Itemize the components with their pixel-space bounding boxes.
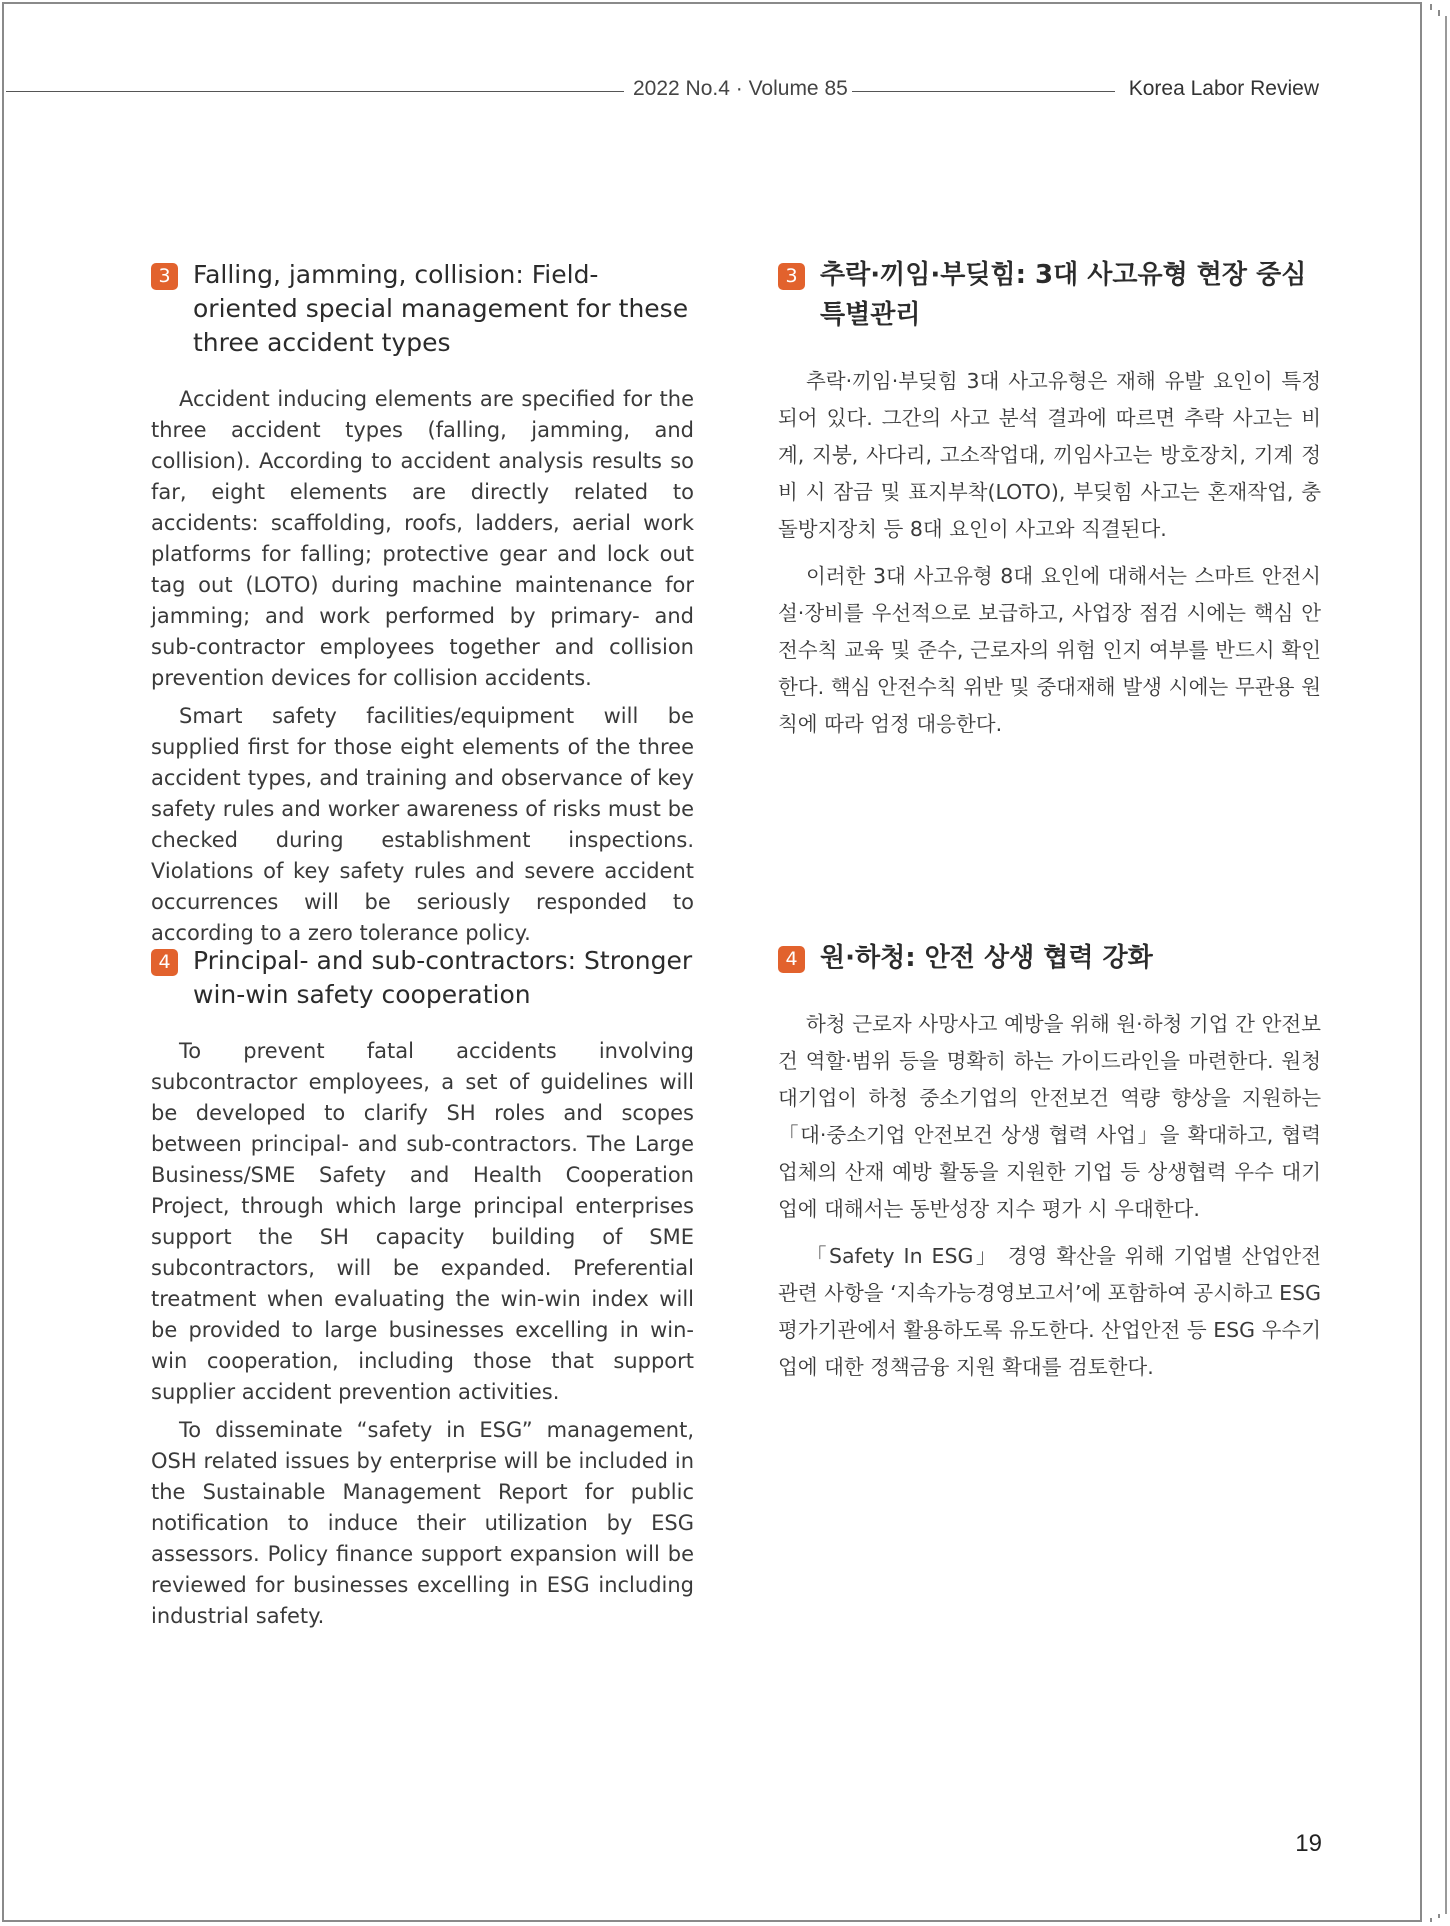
section-heading-text: Falling, jamming, collision: Field-oriented special management for these three accident types <box>193 260 689 357</box>
paragraph: To prevent fatal accidents involving subcontractor employees, a set of guidelines will be developed to clarify SH roles and scopes between principal- and sub-contractors. The Large Business/SME Safety and Health Cooperation Project, through which large principal enterprises support the SH capacity building of SME subcontractors, will be expanded. Preferential treatment when evaluating the win-win index will be provided to large businesses excelling in win-win cooperation, including those that support supplier accident prevention activities. <box>151 1039 694 1404</box>
paragraph: 이러한 3대 사고유형 8대 요인에 대해서는 스마트 안전시설·장비를 우선적으로 보급하고, 사업장 점검 시에는 핵심 안전수칙 교육 및 준수, 근로자의 위험 인지 여부를 반드시 확인한다. 핵심 안전수칙 위반 및 중대재해 발생 시에는 무관용 원칙에 따라 엄정 대응한다. <box>778 564 1321 736</box>
section-number-badge: 4 <box>151 949 178 976</box>
header-publication: Korea Labor Review <box>1128 77 1319 100</box>
section-en-3 <box>151 258 694 956</box>
page-stack-edge <box>1437 16 1447 1914</box>
section-heading-text: 원·하청: 안전 상생 협력 강화 <box>820 943 1153 973</box>
section-heading-text: 추락·끼임·부딪힘: 3대 사고유형 현장 중심 특별관리 <box>820 260 1307 330</box>
section-heading-text: Principal- and sub-contractors: Stronger win-win safety cooperation <box>193 946 693 1009</box>
page-number: 19 <box>1295 1830 1322 1857</box>
section-heading <box>151 258 694 360</box>
section-ko-4 <box>778 938 1321 1396</box>
section-number-badge: 3 <box>778 263 805 290</box>
paragraph: 하청 근로자 사망사고 예방을 위해 원·하청 기업 간 안전보건 역할·범위 등을 명확히 하는 가이드라인을 마련한다. 원청 대기업이 하청 중소기업의 안전보건 역량 향상을 지원하는 「대·중소기업 안전보건 상생 협력 사업」을 확대하고, 협력업체의 산재 예방 활동을 지원한 기업 등 상생협력 우수 대기업에 대해서는 동반성장 지수 평가 시 우대한다. <box>778 1012 1321 1221</box>
header-rule-left <box>6 91 624 92</box>
section-number-badge: 3 <box>151 263 178 290</box>
header-rule-middle <box>852 91 1115 92</box>
paragraph: To disseminate “safety in ESG” management, OSH related issues by enterprise will be included in the Sustainable Management Report for public notification to induce their utilization by ESG assessors. Policy finance support expansion will be reviewed for businesses excelling in ESG including industrial safety. <box>151 1418 694 1628</box>
section-ko-3 <box>778 255 1321 753</box>
section-heading <box>778 255 1321 335</box>
paragraph: 추락·끼임·부딪힘 3대 사고유형은 재해 유발 요인이 특정되어 있다. 그간의 사고 분석 결과에 따르면 추락 사고는 비계, 지붕, 사다리, 고소작업대, 끼임사고는 방호장치, 기계 정비 시 잠금 및 표지부착(LOTO), 부딪힘 사고는 혼재작업, 충돌방지장치 등 8대 요인이 사고와 직결된다. <box>778 369 1321 541</box>
section-heading <box>778 938 1321 978</box>
section-heading <box>151 944 694 1012</box>
paragraph: Accident inducing elements are specified for the three accident types (falling, jamming, and collision). According to accident analysis results so far, eight elements are directly related to accidents: scaffolding, roofs, ladders, aerial work platforms for falling; protective gear and lock out tag out (LOTO) during machine maintenance for jamming; and work performed by primary- and sub-contractor employees together and collision prevention devices for collision accidents. <box>151 387 694 690</box>
paragraph: 「Safety In ESG」 경영 확산을 위해 기업별 산업안전 관련 사항을 ‘지속가능경영보고서’에 포함하여 공시하고 ESG 평가기관에서 활용하도록 유도한다. 산업안전 등 ESG 우수기업에 대한 정책금융 지원 확대를 검토한다. <box>778 1244 1321 1379</box>
header-issue: 2022 No.4 · Volume 85 <box>633 77 848 100</box>
paragraph: Smart safety facilities/equipment will be supplied first for those eight elements of the three accident types, and training and observance of key safety rules and worker awareness of risks must be checked during establishment inspections. Violations of key safety rules and severe accident occurrences will be seriously responded to according to a zero tolerance policy. <box>151 704 694 945</box>
section-number-badge: 4 <box>778 946 805 973</box>
section-en-4 <box>151 944 694 1639</box>
